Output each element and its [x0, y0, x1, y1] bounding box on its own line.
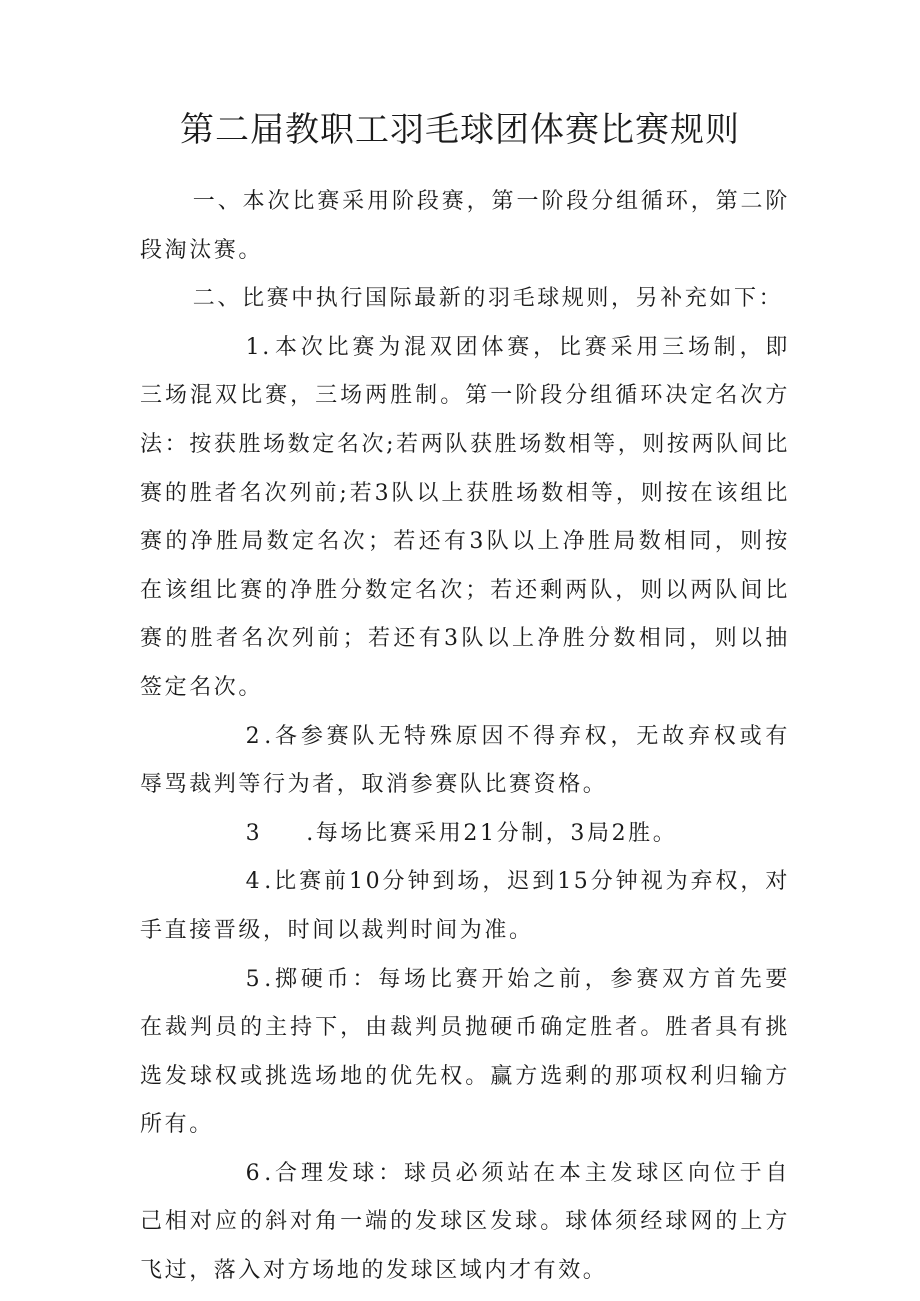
paragraph-stage-format — [140, 178, 790, 275]
rule-item-4 — [140, 858, 790, 955]
rule-text: 本次比赛为混双团体赛，比赛采用三场制，即三场混双比赛，三场两胜制。第一阶段分组循环决定名次方法：按获胜场数定名次;若两队获胜场数相等，则按两队间比赛的胜者名次列前;若3队以上获胜场数相等，则按在该组比赛的净胜局数定名次；若还有3队以上净胜局数相同，则按在该组比赛的净胜分数定名次；若还剩两队，则以两队间比赛的胜者名次列前；若还有3队以上净胜分数相同，则以抽签定名次。 — [140, 334, 790, 700]
paragraph-text: 一、本次比赛采用阶段赛，第一阶段分组循环，第二阶段淘汰赛。 — [140, 189, 790, 263]
rule-item-5 — [140, 956, 790, 1150]
rule-text: .各参赛队无特殊原因不得弃权，无故弃权或有辱骂裁判等行为者，取消参赛队比赛资格。 — [140, 723, 790, 798]
rule-number: 2 — [245, 723, 263, 749]
document-title: 第二届教职工羽毛球团体赛比赛规则 — [180, 110, 740, 150]
document-body — [140, 178, 790, 1296]
rule-number: 1. — [245, 334, 272, 360]
rule-item-2 — [140, 713, 790, 810]
rule-item-3 — [140, 810, 790, 859]
rule-number: 4 — [245, 869, 263, 895]
rule-text: .每场比赛采用21分制，3局2胜。 — [306, 820, 678, 846]
rule-item-1 — [140, 324, 790, 713]
rule-number: 3 — [245, 820, 263, 846]
rule-item-6 — [140, 1150, 790, 1296]
rule-number: 5 — [245, 966, 263, 992]
rule-text: .掷硬币：每场比赛开始之前，参赛双方首先要在裁判员的主持下，由裁判员抛硬币确定胜者。胜者具有挑选发球权或挑选场地的优先权。赢方选剩的那项权利归输方所有。 — [140, 966, 790, 1138]
paragraph-text: 二、比赛中执行国际最新的羽毛球规则，另补充如下： — [192, 286, 784, 312]
rule-text: .比赛前10分钟到场，迟到15分钟视为弃权，对手直接晋级，时间以裁判时间为准。 — [140, 869, 790, 943]
rule-number: 6 — [245, 1160, 263, 1186]
rule-text: .合理发球：球员必须站在本主发球区向位于自己相对应的斜对角一端的发球区发球。球体须经球网的上方飞过，落入对方场地的发球区域内才有效。 — [140, 1160, 790, 1284]
paragraph-rules-intro — [140, 275, 790, 324]
